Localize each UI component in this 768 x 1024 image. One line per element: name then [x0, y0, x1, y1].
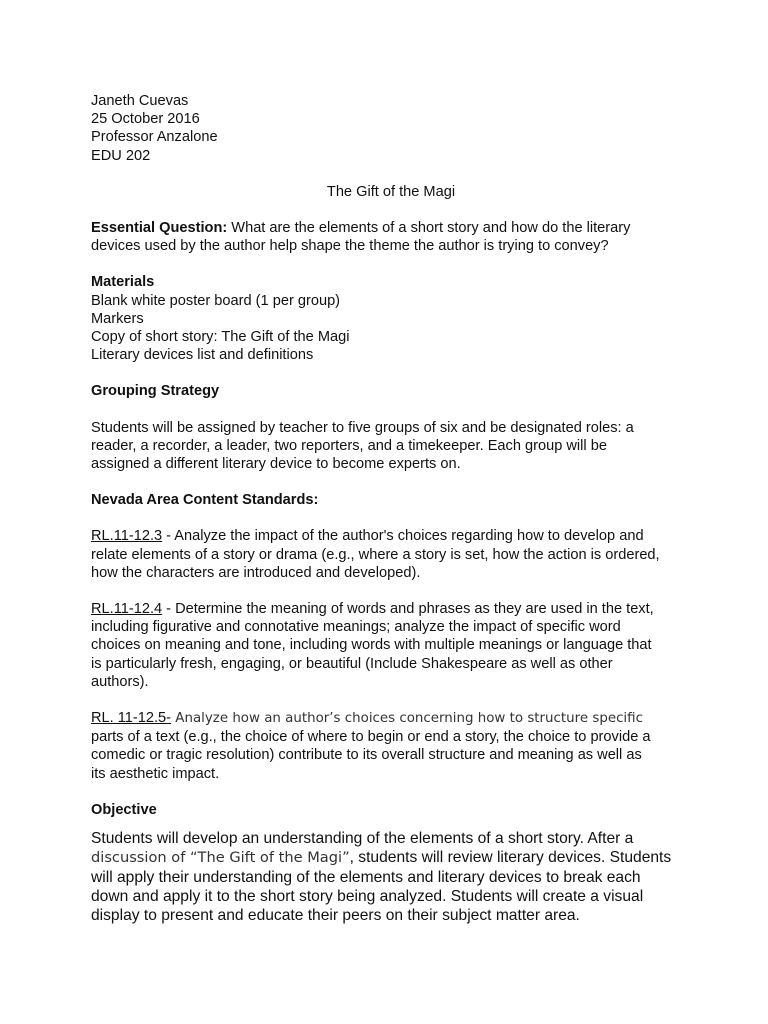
- standard-1-line: relate elements of a story or drama (e.g., where a story is set, how the action is ordered,: [91, 546, 660, 563]
- standard-3-line-1: RL. 11-12.5- Analyze how an author’s choices concerning how to structure specific: [91, 710, 643, 727]
- standard-1-line-1: RL.11-12.3 - Analyze the impact of the author's choices regarding how to develop and: [91, 528, 644, 545]
- standard-1-line: how the characters are introduced and developed).: [91, 564, 421, 581]
- document-date: 25 October 2016: [91, 111, 200, 128]
- standard-2-line-1: RL.11-12.4 - Determine the meaning of words and phrases as they are used in the text,: [91, 601, 654, 618]
- objective-heading: Objective: [91, 801, 157, 818]
- materials-item: Blank white poster board (1 per group): [91, 292, 341, 309]
- objective-line: down and apply it to the short story being analyzed. Students will create a visual: [91, 887, 644, 905]
- objective-line-2: discussion of “The Gift of the Magi”, students will review literary devices. Students: [91, 849, 672, 867]
- objective-line-1: Students will develop an understanding of the elements of a short story. After a: [91, 830, 634, 848]
- materials-item: Markers: [91, 310, 144, 327]
- course-code: EDU 202: [91, 147, 151, 164]
- standard-1-code: RL.11-12.3: [91, 528, 163, 545]
- professor-name: Professor Anzalone: [91, 129, 218, 146]
- standard-2-line: is particularly fresh, engaging, or beautiful (Include Shakespeare as well as other: [91, 655, 613, 672]
- grouping-heading: Grouping Strategy: [91, 383, 220, 400]
- document-title: The Gift of the Magi: [326, 183, 456, 200]
- objective-line: display to present and educate their peers on their subject matter area.: [91, 906, 580, 924]
- essential-question-text-1: What are the elements of a short story and how do the literary: [227, 220, 631, 237]
- grouping-line: Students will be assigned by teacher to five groups of six and be designated roles: a: [91, 419, 634, 436]
- essential-question-line-2: devices used by the author help shape the theme the author is trying to convey?: [91, 238, 609, 255]
- document-body: [91, 92, 691, 925]
- standard-2-code: RL.11-12.4: [91, 601, 163, 618]
- standard-3-code: RL. 11-12.5-: [91, 710, 172, 727]
- objective-line: will apply their understanding of the elements and literary devices to break each: [91, 868, 641, 886]
- materials-item: Copy of short story: The Gift of the Magi: [91, 329, 350, 346]
- standard-3-line: parts of a text (e.g., the choice of where to begin or end a story, the choice to provide a: [91, 729, 651, 746]
- grouping-line: assigned a different literary device to become experts on.: [91, 456, 461, 473]
- essential-question-line-1: [91, 219, 691, 237]
- standard-2-line: choices on meaning and tone, including words with multiple meanings or language that: [91, 637, 652, 654]
- essential-question-label: Essential Question:: [91, 220, 228, 237]
- standards-heading: Nevada Area Content Standards:: [91, 492, 319, 509]
- grouping-line: reader, a recorder, a leader, two reporters, and a timekeeper. Each group will be: [91, 437, 607, 454]
- author-name: Janeth Cuevas: [91, 93, 189, 109]
- standard-2-line: authors).: [91, 673, 149, 690]
- standard-3-line: its aesthetic impact.: [91, 765, 220, 782]
- materials-item: Literary devices list and definitions: [91, 347, 314, 364]
- standard-2-line: including figurative and connotative meanings; analyze the impact of specific word: [91, 619, 621, 636]
- materials-heading: Materials: [91, 274, 155, 291]
- standard-3-line: comedic or tragic resolution) contribute to its overall structure and meaning as well as: [91, 747, 642, 764]
